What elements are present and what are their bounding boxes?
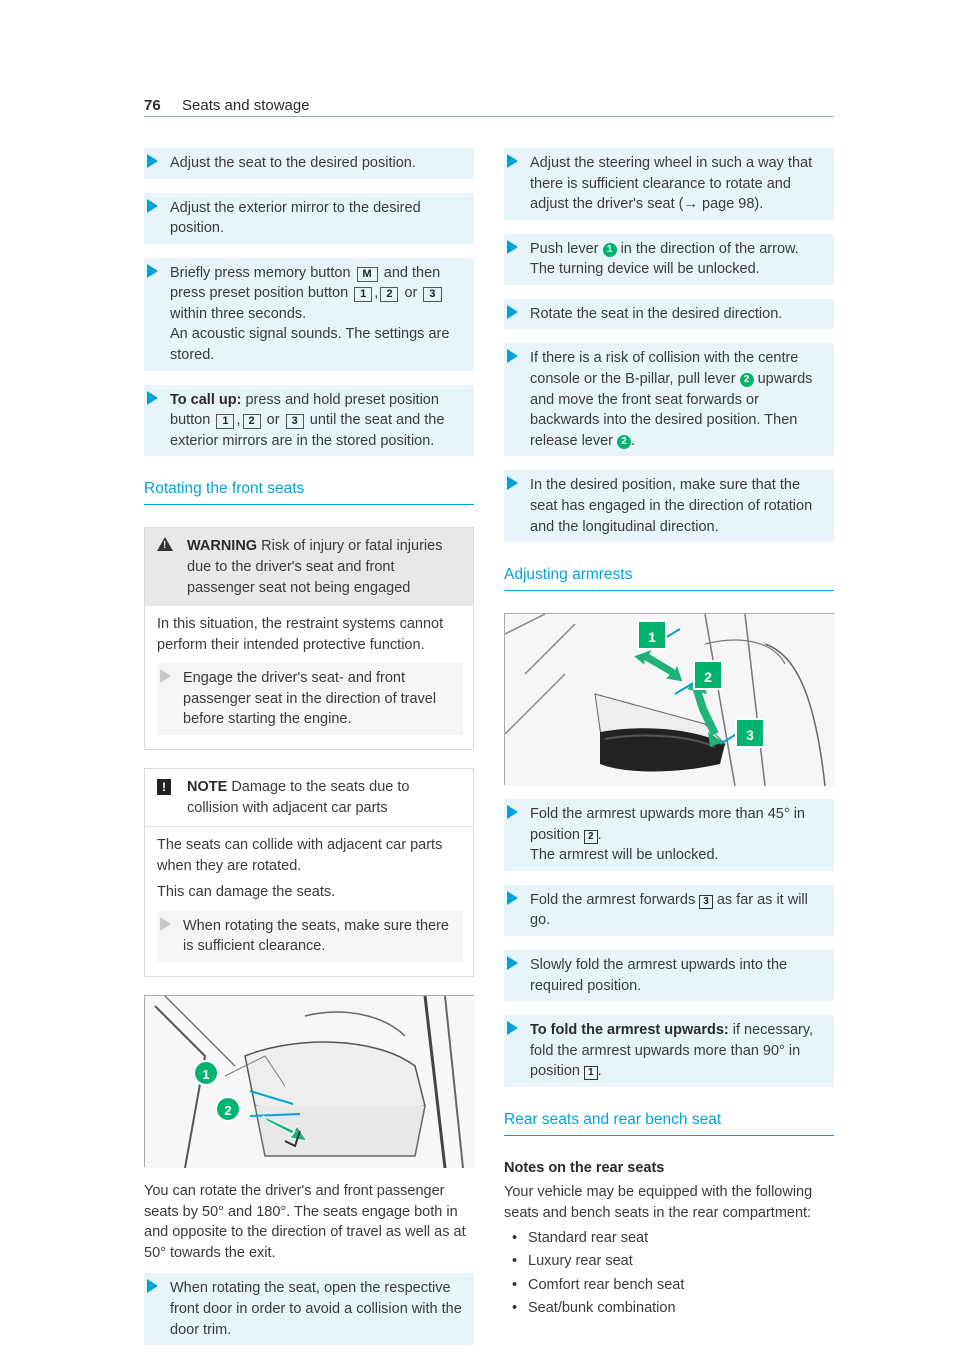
step-arrow-icon — [507, 154, 518, 168]
step-item — [144, 148, 474, 179]
call-up-post: until the seat and the exterior mirrors are in the stored position. — [170, 412, 445, 449]
step-arrow-icon — [507, 891, 518, 905]
step-arrow-icon — [147, 1279, 158, 1293]
step-arrow-icon — [507, 305, 518, 319]
right-column — [504, 148, 834, 1322]
push-post: in the direction of the arrow. — [620, 240, 799, 257]
armrest-s3: Slowly fold the armrest upwards into the required position. — [530, 956, 788, 994]
step-arrow-icon — [160, 669, 171, 683]
armrest-step-3 — [504, 950, 834, 1001]
step-text: In the desired position, make sure that the seat has engaged in the direction of rotation and the longitudinal direction. — [530, 477, 813, 535]
step-item — [504, 299, 834, 330]
armrest-s4-text: if necessary, fold the armrest upwards more than 90° in position — [530, 1022, 814, 1080]
step-text: Adjust the exterior mirror to the desired position. — [170, 199, 421, 237]
step-arrow-icon — [507, 349, 518, 363]
warning-head — [145, 528, 473, 606]
preset-key-2-icon: 2 — [380, 287, 398, 302]
call-up-or: or — [266, 412, 280, 429]
pillar-pre: If there is a risk of collision with the centre console or the B-pillar, pull lever — [530, 350, 799, 388]
armrest-s4-post: . — [597, 1063, 602, 1080]
note-step-text: When rotating the seats, make sure there is sufficient clearance. — [183, 917, 449, 955]
seat-rotation-illustration — [144, 995, 474, 1167]
warning-body — [145, 606, 473, 749]
memory-step: Briefly press memory button M and then press preset position button 1 , 2 or 3 within three seconds. An acoustic signal sounds. The settings are stored. — [144, 258, 474, 371]
step-text: When rotating the seat, open the respective front door in order to avoid a collision with the door trim. — [170, 1280, 462, 1338]
lever-1-icon: 1 — [603, 243, 617, 257]
position-3-icon: 3 — [699, 895, 713, 909]
push-line2: The turning device will be unlocked. — [530, 261, 760, 278]
preset-key-3-icon: 3 — [423, 287, 441, 302]
warning-body-text: In this situation, the restraint systems cannot perform their intended protective function. — [157, 616, 444, 653]
note-box — [144, 768, 474, 977]
page-section-title: Seats and stowage — [182, 97, 310, 114]
preset-key-1-icon: 1 — [216, 414, 234, 429]
position-1-icon: 1 — [584, 1066, 598, 1080]
step-item — [504, 148, 834, 220]
list-item: • Luxury rear seat — [504, 1251, 834, 1272]
step-arrow-icon — [147, 264, 158, 278]
pillar-step — [504, 343, 834, 456]
armrest-callout-2: 2 — [693, 660, 723, 690]
position-2-icon: 2 — [584, 830, 598, 844]
lever-2-icon: 2 — [740, 373, 754, 387]
pillar-post: . — [631, 432, 636, 449]
note-exclamation-icon: ! — [157, 779, 171, 795]
rear-seat-list — [504, 1228, 834, 1319]
note-label: NOTE — [187, 778, 228, 795]
note-body — [145, 827, 473, 976]
page-header — [144, 95, 834, 117]
armrest-s1-pre: Fold the armrest upwards more than 45° in position — [530, 806, 805, 843]
memory-step-mid: and then press preset position button — [170, 264, 441, 302]
note-text: Damage to the seats due to collision with adjacent car parts — [187, 778, 410, 816]
list-item: • Seat/bunk combination — [504, 1298, 834, 1319]
step-arrow-icon — [147, 199, 158, 213]
push-pre: Push lever — [530, 240, 599, 257]
step-arrow-icon — [507, 240, 518, 254]
step-item — [144, 1273, 474, 1345]
list-item: • Comfort rear bench seat — [504, 1275, 834, 1296]
rear-paragraph: Your vehicle may be equipped with the following seats and bench seats in the rear compartment: — [504, 1184, 813, 1222]
armrest-drawing — [505, 614, 835, 786]
note-body-text-2: This can damage the seats. — [157, 884, 336, 901]
armrest-callout-1: 1 — [637, 620, 667, 650]
preset-key-1-icon: 1 — [354, 287, 372, 302]
step-arrow-icon — [160, 917, 171, 931]
armrest-s1-post: . — [597, 826, 602, 843]
rear-subtitle: Notes on the rear seats — [504, 1159, 665, 1176]
left-column — [144, 148, 474, 1359]
step-text: Adjust the seat to the desired position. — [170, 155, 416, 171]
memory-step-post: within three seconds. — [170, 305, 307, 322]
memory-step-line2: An acoustic signal sounds. The settings are stored. — [170, 326, 450, 364]
step-arrow-icon — [507, 476, 518, 490]
push-lever-step — [504, 234, 834, 285]
preset-key-3-icon: 3 — [286, 414, 304, 429]
note-step — [157, 911, 463, 962]
pillar-mid: upwards and move the front seat forwards or backwards into the desired position. Then release lever — [530, 371, 813, 449]
memory-step-or: or — [404, 285, 418, 302]
preset-key-2-icon: 2 — [243, 414, 261, 429]
call-up-pre: press and hold preset position button — [170, 391, 439, 429]
section-title-armrests: Adjusting armrests — [504, 564, 834, 591]
armrest-illustration — [504, 613, 834, 785]
armrest-s4-label: To fold the armrest upwards: — [530, 1022, 729, 1039]
armrest-s1-line2: The armrest will be unlocked. — [530, 847, 719, 864]
memory-key-icon: M — [357, 267, 378, 282]
callout-1: 1 — [193, 1060, 219, 1086]
seat-rotation-drawing — [145, 996, 475, 1168]
warning-triangle-icon — [157, 537, 173, 551]
warning-text: Risk of injury or fatal injuries due to the driver's seat and front passenger seat not being engaged — [187, 538, 443, 596]
step-item — [144, 193, 474, 244]
call-up-label: To call up: — [170, 391, 242, 408]
call-up-step: To call up: press and hold preset position button 1 , 2 or 3 until the seat and the exterior mirrors are in the stored position. — [144, 385, 474, 457]
memory-step-pre: Briefly press memory button — [170, 264, 351, 281]
section-title-rotating: Rotating the front seats — [144, 478, 474, 505]
step-arrow-icon — [507, 805, 518, 819]
list-item: • Standard rear seat — [504, 1228, 834, 1249]
note-head — [145, 769, 473, 827]
step-text: Rotate the seat in the desired direction. — [530, 305, 783, 322]
armrest-step-4 — [504, 1015, 834, 1087]
step-arrow-icon — [507, 1021, 518, 1035]
page-number: 76 — [144, 97, 161, 114]
lever-2-icon: 2 — [617, 435, 631, 449]
step-text: Adjust the steering wheel in such a way that there is sufficient clearance to rotate and adjust the driver's seat (→ page 98). — [530, 155, 813, 213]
step-item — [504, 470, 834, 542]
step-arrow-icon — [147, 154, 158, 168]
warning-step — [157, 663, 463, 735]
note-body-text-1: The seats can collide with adjacent car parts when they are rotated. — [157, 837, 443, 874]
armrest-callout-3: 3 — [735, 718, 765, 748]
armrest-step-2 — [504, 885, 834, 936]
warning-step-text: Engage the driver's seat- and front passenger seat in the direction of travel before starting the engine. — [183, 670, 437, 728]
callout-2: 2 — [215, 1096, 241, 1122]
armrest-s2-post: as far as it will go. — [530, 891, 808, 929]
armrest-s2-pre: Fold the armrest forwards — [530, 891, 696, 908]
step-arrow-icon — [507, 956, 518, 970]
rotation-paragraph: You can rotate the driver's and front passenger seats by 50° and 180°. The seats engage both in and opposite to the direction of travel as well as at 50° towards the exit. — [144, 1183, 466, 1261]
armrest-step-1 — [504, 799, 834, 871]
step-arrow-icon — [147, 391, 158, 405]
section-title-rear-seats: Rear seats and rear bench seat — [504, 1109, 834, 1136]
warning-label: WARNING — [187, 538, 258, 555]
warning-box — [144, 527, 474, 750]
